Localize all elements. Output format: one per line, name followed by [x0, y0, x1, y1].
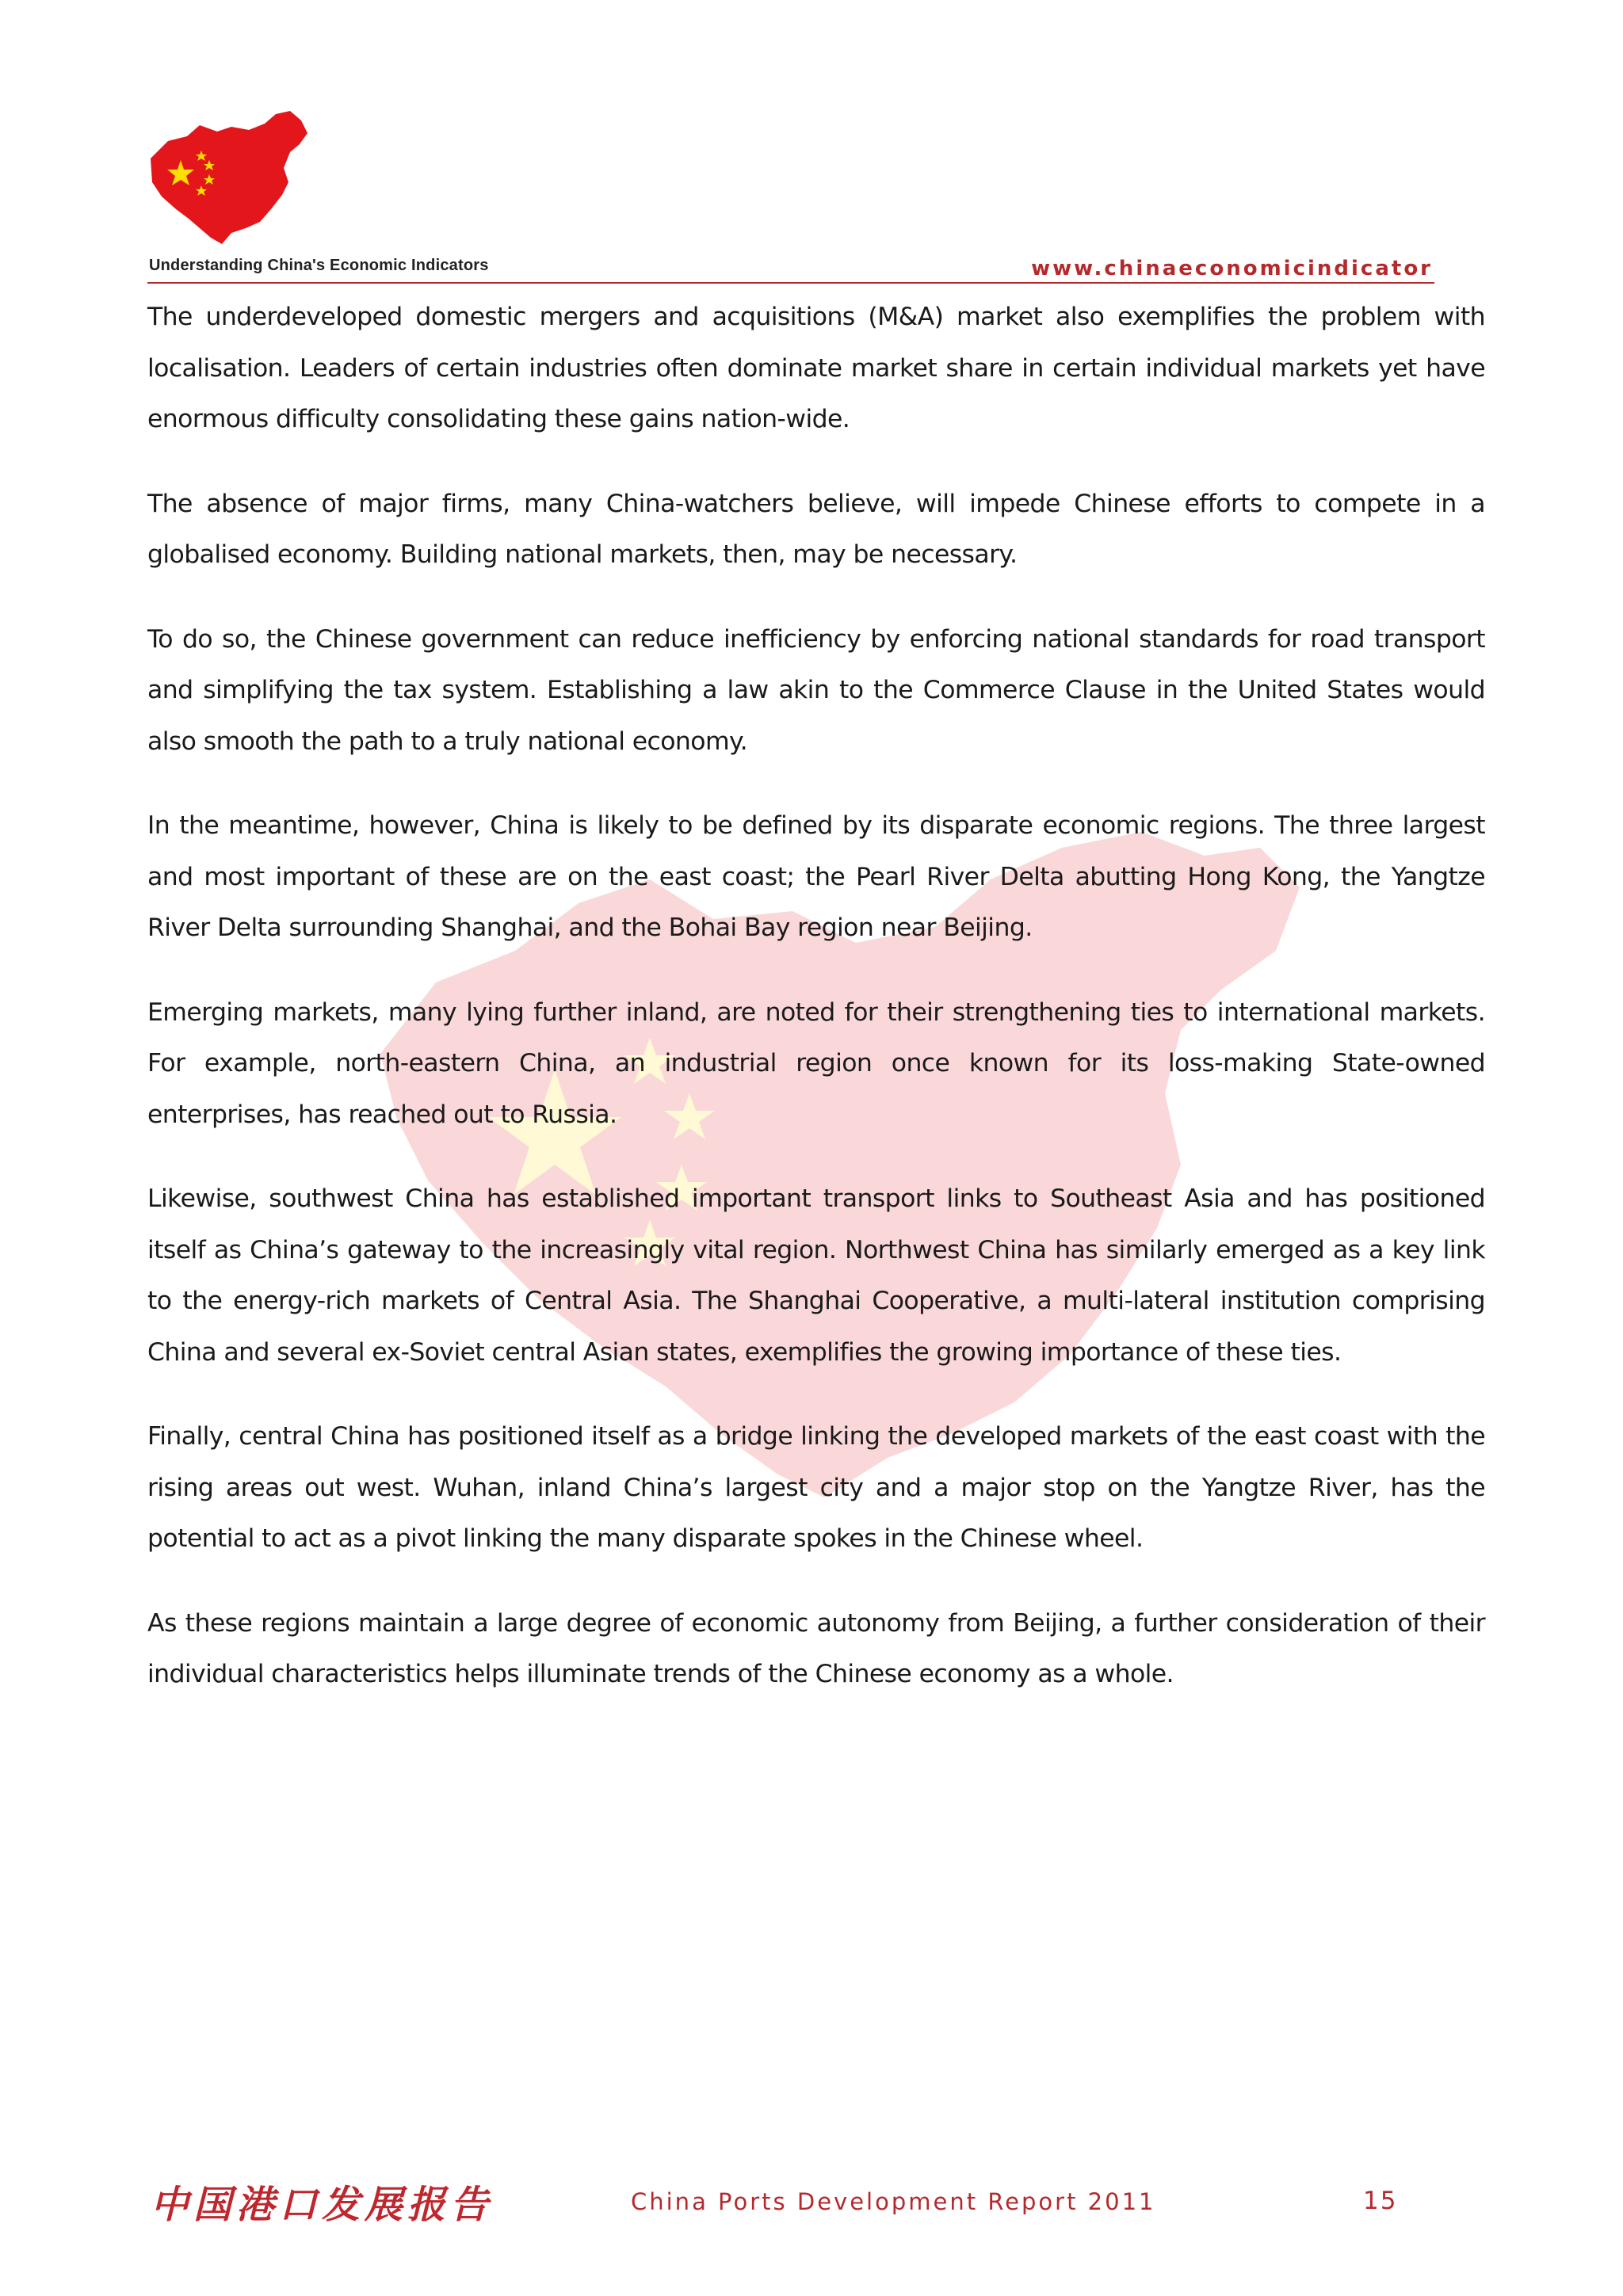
body-paragraph: Finally, central China has positioned itself as a bridge linking the developed markets of the east coast with the rising areas out west. Wuhan, inland China’s largest city and a major stop on the Yangtze River, has the potential to act as a pivot linking the many disparate spokes in the Chinese wheel.	[147, 1422, 1485, 1553]
body-paragraph: Emerging markets, many lying further inland, are noted for their strengthening ties to international markets. For example, north-eastern China, an industrial region once known for its loss-making State-owned enterprises, has reached out to Russia.	[147, 997, 1485, 1129]
footer-report-title: China Ports Development Report 2011	[631, 2188, 1156, 2215]
header-divider	[147, 282, 1434, 284]
footer-chinese-title: 中国港口发展报告	[151, 2183, 494, 2227]
body-paragraph: The absence of major firms, many China-watchers believe, will impede Chinese efforts to compete in a globalised economy. Building national markets, then, may be necessary.	[147, 489, 1485, 569]
body-paragraph: The underdeveloped domestic mergers and acquisitions (M&A) market also exemplifies the problem with localisation. Leaders of certain industries often dominate market share in certain individual markets yet have enormous difficulty consolidating these gains nation-wide.	[147, 303, 1485, 433]
body-paragraph: Likewise, southwest China has established important transport links to Southeast Asia and has positioned itself as China’s gateway to the increasingly vital region. Northwest China has similarly emerged as a key link to the energy-rich markets of Central Asia. The Shanghai Cooperative, a multi-lateral institution comprising China and several ex-Soviet central Asian states, exemplifies the growing importance of these ties.	[147, 1184, 1485, 1367]
site-url-link[interactable]: www.chinaeconomicindicator	[1031, 257, 1433, 280]
body-paragraph: In the meantime, however, China is likely to be defined by its disparate economic regions. The three largest and most important of these are on the east coast; the Pearl River Delta abutting Hong Kong, the Yangtze River Delta surrounding Shanghai, and the Bohai Bay region near Beijing.	[147, 811, 1485, 942]
article-body	[147, 292, 1485, 1733]
header-tagline: Understanding China's Economic Indicators	[149, 257, 489, 274]
body-paragraph: To do so, the Chinese government can reduce inefficiency by enforcing national standards for road transport and simplifying the tax system. Establishing a law akin to the Commerce Clause in the United States would also smooth the path to a truly national economy.	[147, 624, 1485, 756]
china-map-logo-icon	[144, 109, 315, 249]
page-number: 15	[1363, 2187, 1398, 2215]
body-paragraph: As these regions maintain a large degree of economic autonomy from Beijing, a further consideration of their individual characteristics helps illuminate trends of the Chinese economy as a whole.	[147, 1608, 1485, 1688]
